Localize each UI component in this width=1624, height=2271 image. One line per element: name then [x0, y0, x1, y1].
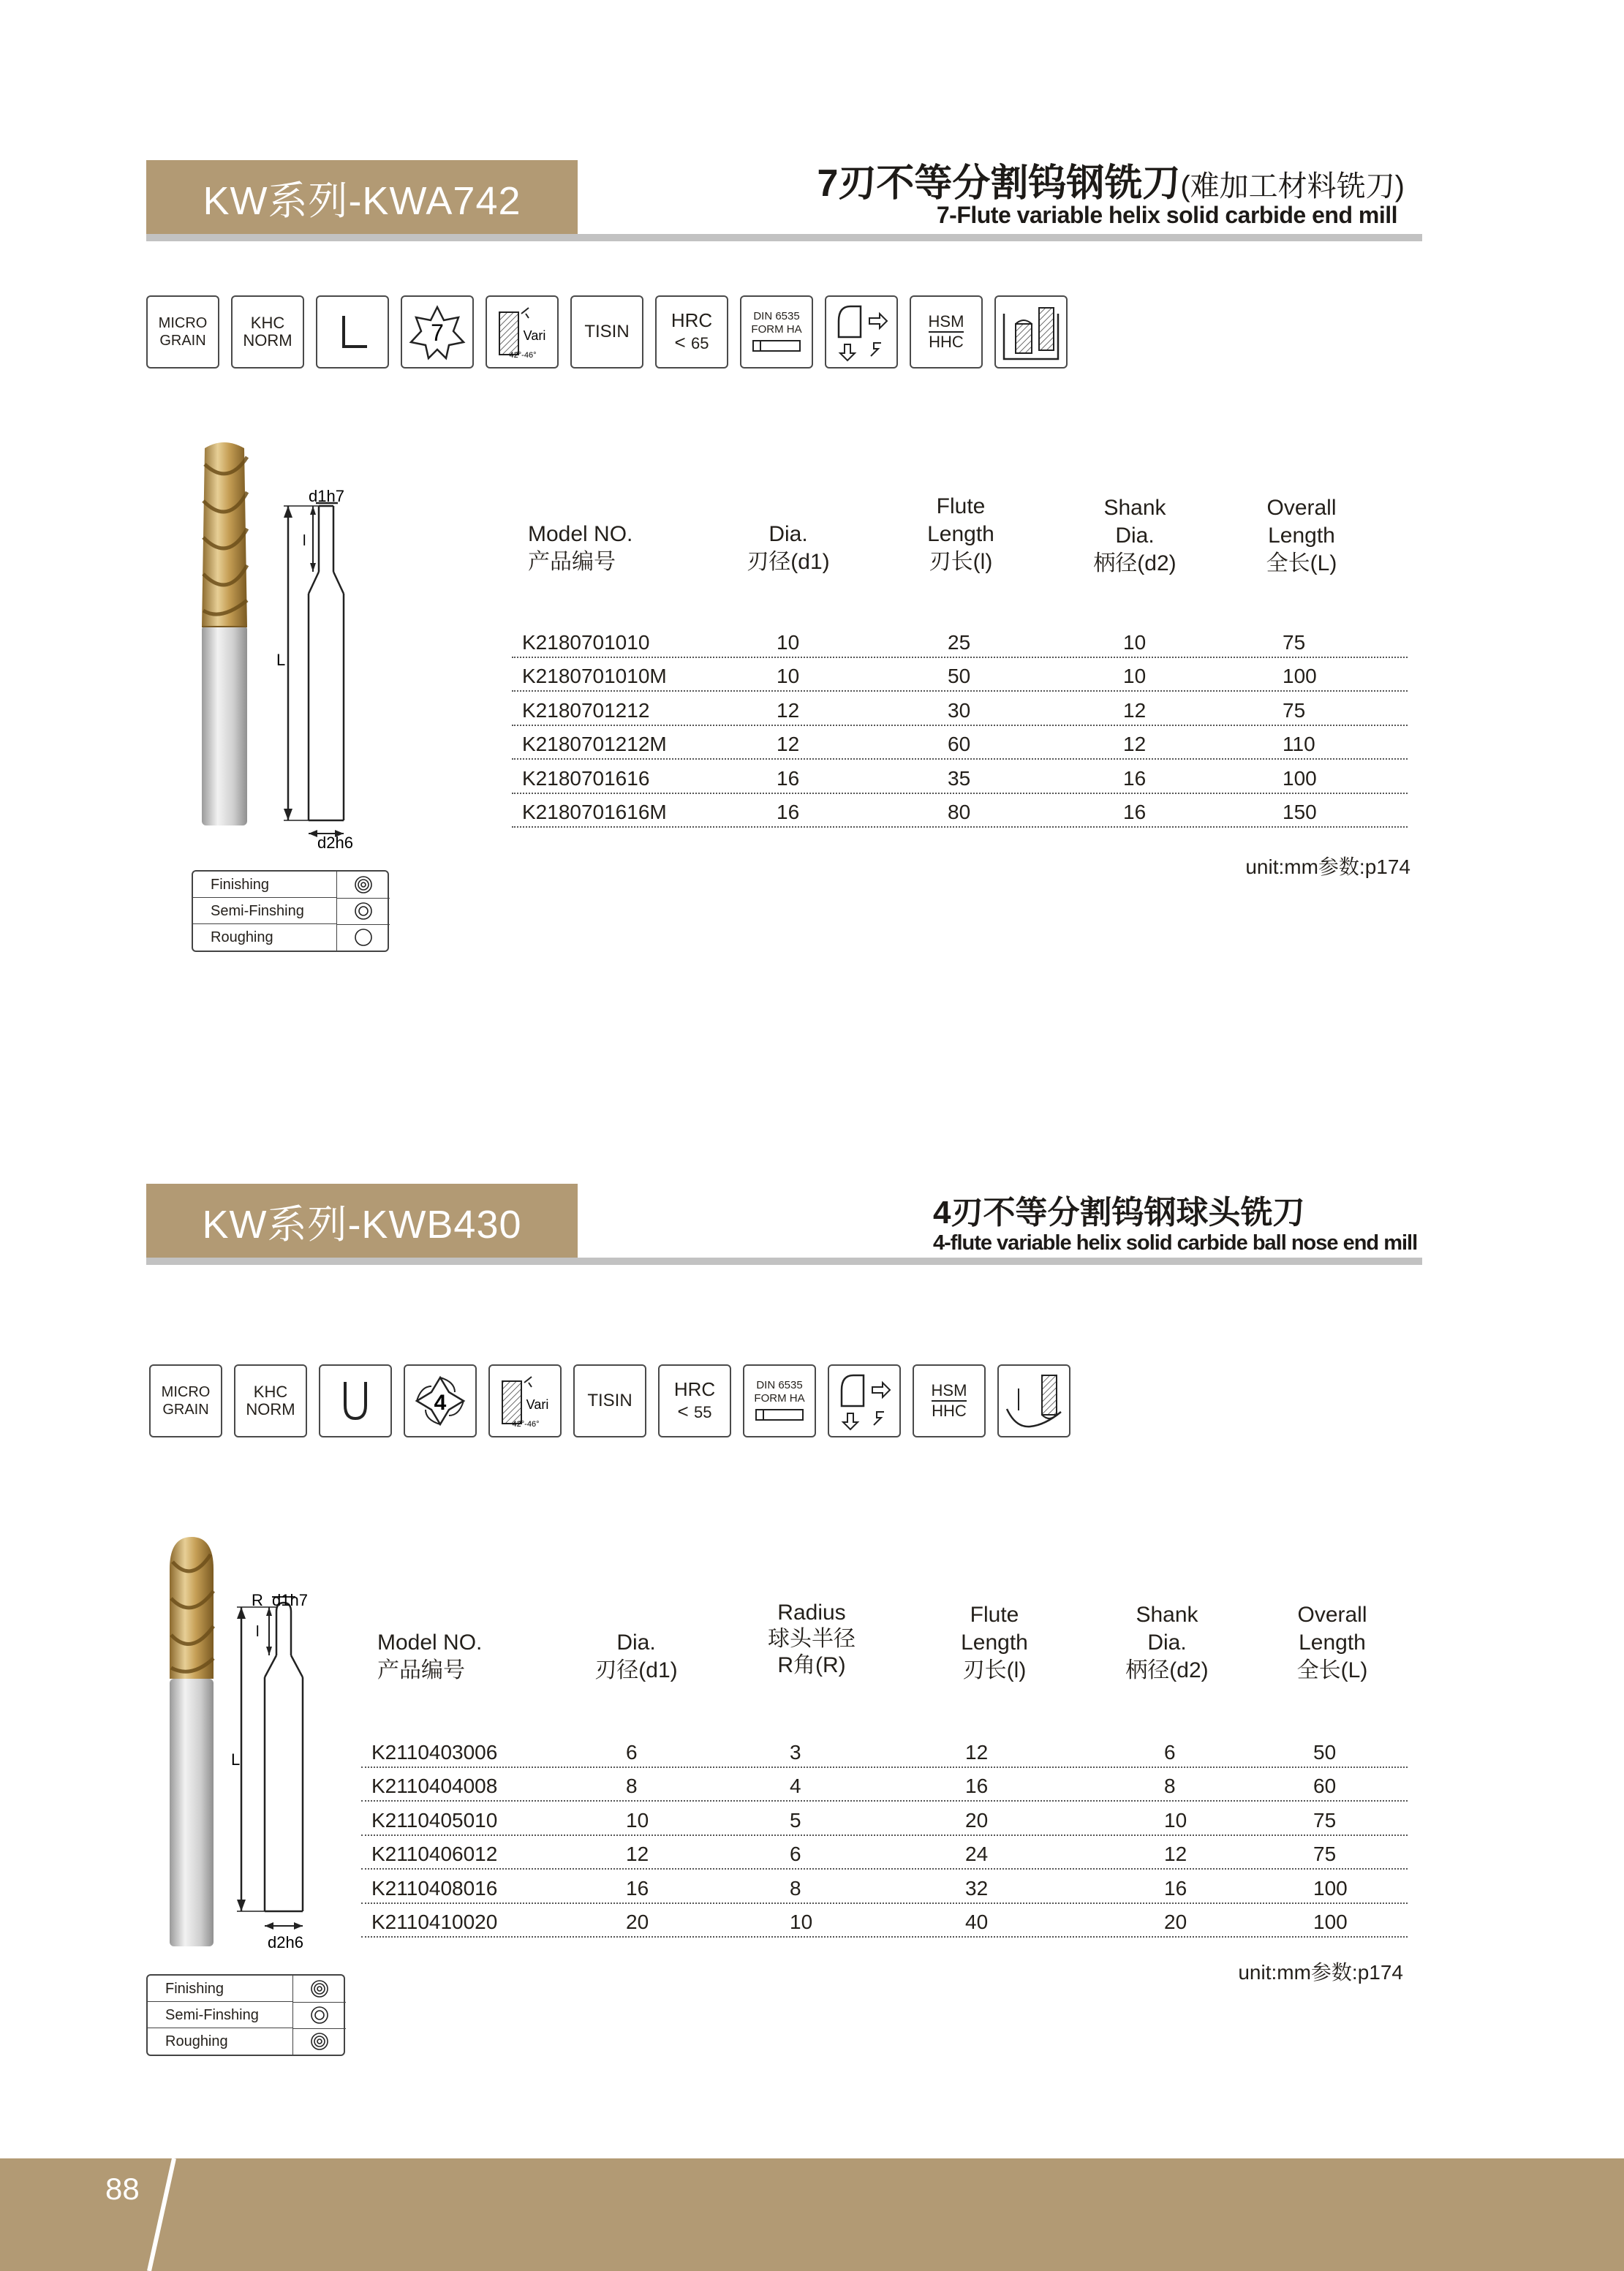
- table-cell: 150: [1283, 801, 1317, 823]
- vari-angle: 42°-46°: [509, 351, 537, 360]
- d2-label: d2h6: [268, 1933, 303, 1951]
- unit-note: unit:mm参数:p174: [1238, 1961, 1403, 1984]
- micro-grain-icon: [149, 1364, 222, 1437]
- tisin-coating-icon: [570, 295, 643, 369]
- table-cell: 16: [1123, 766, 1147, 790]
- icon-text: HSM: [932, 1381, 967, 1402]
- row-divider: [361, 1868, 1408, 1870]
- table-cell: 12: [965, 1741, 989, 1764]
- header-line: Flute: [970, 1603, 1019, 1627]
- col-header-flute-length: [910, 493, 1012, 576]
- icon-text: NORM: [246, 1400, 295, 1418]
- header-line: 刃长(l): [929, 550, 993, 574]
- header-line: Length: [927, 522, 994, 546]
- hsm-hhc-icon: [913, 1364, 986, 1437]
- table-cell: 16: [1123, 801, 1147, 823]
- feature-icon-row: [149, 1364, 1078, 1439]
- d2-label: d2h6: [317, 834, 353, 850]
- table-cell: 12: [777, 698, 800, 722]
- table-cell: 24: [965, 1843, 989, 1866]
- page-number: 88: [105, 2172, 140, 2206]
- icon-text: GRAIN: [162, 1402, 209, 1418]
- l-label: l: [303, 533, 306, 549]
- model-number-cell: K2110404008: [371, 1775, 498, 1798]
- header-line: Model NO.: [377, 1630, 483, 1655]
- table-cell: 10: [1164, 1808, 1187, 1832]
- header-line: 球头半径: [768, 1627, 856, 1651]
- table-cell: 12: [1123, 733, 1147, 756]
- col-header-model: [528, 521, 632, 576]
- table-cell: 50: [1313, 1741, 1337, 1764]
- col-header-shank-dia: [1116, 1601, 1218, 1685]
- header-line: 刃径(d1): [594, 1658, 678, 1682]
- header-line: 柄径(d2): [1093, 551, 1177, 575]
- col-header-overall-length: [1250, 494, 1353, 578]
- model-number-cell: K2110408016: [371, 1876, 498, 1900]
- table-cell: 30: [948, 698, 971, 722]
- header-line: Dia.: [616, 1630, 656, 1655]
- feature-icon-row: [146, 295, 1068, 370]
- product-title-en: 4-flute variable helix solid carbide ball nose end mill: [933, 1231, 1418, 1255]
- cutting-direction-icon: [825, 295, 898, 369]
- col-header-flute-length: [943, 1601, 1046, 1685]
- table-cell: 12: [626, 1843, 649, 1866]
- model-number-cell: K2180701010: [522, 631, 650, 654]
- table-cell: 60: [1313, 1775, 1337, 1798]
- table-cell: 80: [948, 801, 971, 823]
- icon-text: HSM: [929, 312, 964, 333]
- section-rule: [146, 234, 1422, 241]
- row-divider: [512, 793, 1408, 794]
- col-header-dia: [737, 521, 839, 576]
- icon-text: FORM HA: [754, 1392, 805, 1405]
- table-cell: 3: [790, 1741, 801, 1764]
- legend-row-finishing: Finishing: [148, 1976, 292, 2002]
- title-cn-text: 7刃不等分割钨钢铣刀: [817, 162, 1181, 205]
- table-cell: 8: [626, 1775, 638, 1798]
- table-cell: 10: [626, 1808, 649, 1832]
- header-line: Dia.: [1115, 524, 1155, 548]
- cutting-direction-icon: [828, 1364, 901, 1437]
- section-rule: [146, 1258, 1422, 1265]
- header-line: Length: [1268, 524, 1335, 548]
- header-line: 产品编号: [377, 1658, 465, 1682]
- col-header-overall-length: [1281, 1601, 1383, 1685]
- table-cell: 10: [1123, 665, 1147, 688]
- ball-nose-mill-image: [162, 1533, 221, 1952]
- hsm-hhc-icon: [910, 295, 983, 369]
- L-label: L: [276, 651, 286, 669]
- end-mill-image: [192, 435, 256, 833]
- double-circle-icon: [292, 2002, 346, 2029]
- header-line: Length: [961, 1630, 1028, 1655]
- table-cell: 75: [1283, 631, 1306, 654]
- table-cell: 4: [790, 1775, 801, 1798]
- table-cell: 12: [1164, 1843, 1187, 1866]
- table-cell: 6: [1164, 1741, 1176, 1764]
- legend-row-finishing: Finishing: [193, 872, 336, 898]
- triple-circle-icon: [336, 872, 390, 899]
- icon-text: MICRO: [161, 1384, 211, 1400]
- table-cell: 10: [777, 631, 800, 654]
- series-banner: [146, 1184, 578, 1258]
- table-cell: 35: [948, 766, 971, 790]
- title-cn-note: (难加工材料铣刀): [1180, 170, 1405, 203]
- row-divider: [361, 1800, 1408, 1802]
- row-divider: [361, 1902, 1408, 1904]
- ball-nose-profile-icon: [319, 1364, 392, 1437]
- header-line: Dia.: [768, 522, 808, 546]
- legend-row-semi-finishing: Semi-Finshing: [193, 898, 336, 924]
- variable-helix-icon: [486, 295, 559, 369]
- vari-angle: 42°-46°: [512, 1420, 540, 1429]
- header-line: Flute: [936, 494, 986, 518]
- end-mill-drawing: [262, 484, 386, 850]
- hrc-limit: < 55: [677, 1400, 712, 1422]
- col-header-dia: [585, 1629, 687, 1685]
- table-cell: 16: [965, 1775, 989, 1798]
- table-cell: 50: [948, 665, 971, 688]
- table-cell: 16: [777, 766, 800, 790]
- l-label: l: [256, 1624, 260, 1640]
- hrc-limit: < 65: [674, 331, 709, 353]
- header-line: Model NO.: [528, 522, 633, 546]
- table-cell: 100: [1313, 1911, 1348, 1933]
- model-number-cell: K2180701212: [522, 698, 650, 722]
- table-cell: 20: [626, 1911, 649, 1933]
- model-number-cell: K2110405010: [371, 1808, 498, 1832]
- flute-count-icon: [404, 1364, 477, 1437]
- row-divider: [361, 1936, 1408, 1938]
- series-banner-text: KW系列-KWA742: [203, 178, 521, 223]
- model-number-cell: K2180701616: [522, 766, 650, 790]
- row-divider: [512, 758, 1408, 760]
- slotting-application-icon: [994, 295, 1068, 369]
- machining-legend: [146, 1974, 345, 2056]
- d1-label: d1h7: [309, 487, 344, 505]
- R-label: R: [252, 1591, 263, 1609]
- square-end-profile-icon: [316, 295, 389, 369]
- table-cell: 10: [777, 665, 800, 688]
- header-line: Overall: [1266, 496, 1337, 520]
- icon-text: DIN 6535: [756, 1379, 803, 1391]
- flute-count-value: 7: [431, 320, 444, 346]
- model-number-cell: K2110406012: [371, 1843, 498, 1866]
- header-line: 产品编号: [528, 550, 616, 574]
- table-cell: 110: [1283, 733, 1315, 756]
- model-number-cell: K2180701616M: [522, 801, 667, 823]
- din-6535-icon: [740, 295, 813, 369]
- micro-grain-icon: [146, 295, 219, 369]
- table-cell: 5: [790, 1808, 801, 1832]
- icon-text: HHC: [932, 1402, 967, 1420]
- table-cell: 10: [1123, 631, 1147, 654]
- L-label: L: [231, 1750, 241, 1769]
- table-cell: 8: [1164, 1775, 1176, 1798]
- table-cell: 32: [965, 1876, 989, 1900]
- table-cell: 20: [965, 1808, 989, 1832]
- row-divider: [512, 690, 1408, 692]
- header-line: 柄径(d2): [1125, 1658, 1209, 1682]
- icon-text: TISIN: [584, 322, 630, 341]
- hrc-value: 65: [690, 334, 709, 352]
- table-cell: 6: [626, 1741, 638, 1764]
- hrc-value: 55: [693, 1403, 712, 1421]
- header-line: R角(R): [777, 1653, 846, 1677]
- row-divider: [512, 725, 1408, 726]
- series-banner-text: KW系列-KWB430: [202, 1202, 522, 1247]
- single-circle-icon: [336, 924, 390, 951]
- col-header-model: [377, 1629, 482, 1685]
- table-cell: 100: [1313, 1876, 1348, 1900]
- hrc-icon: [655, 295, 728, 369]
- icon-text: MICRO: [158, 315, 208, 331]
- triple-circle-icon: [292, 2028, 346, 2055]
- table-cell: 100: [1283, 665, 1317, 688]
- icon-text: DIN 6535: [753, 310, 800, 322]
- double-circle-icon: [336, 898, 390, 925]
- hrc-icon: [658, 1364, 731, 1437]
- table-cell: 16: [777, 801, 800, 823]
- series-banner: [146, 160, 578, 235]
- header-line: Length: [1299, 1630, 1366, 1655]
- product-title-en: 7-Flute variable helix solid carbide end mill: [936, 202, 1397, 228]
- header-line: Overall: [1297, 1603, 1367, 1627]
- icon-text: HRC: [673, 1378, 716, 1400]
- machining-legend: [192, 870, 389, 952]
- table-cell: 60: [948, 733, 971, 756]
- flute-count-value: 4: [434, 1391, 447, 1415]
- product-title-cn: 4刃不等分割钨钢球头铣刀: [933, 1195, 1305, 1231]
- table-cell: 100: [1283, 766, 1317, 790]
- vari-label: Vari: [523, 328, 546, 343]
- d1-label: d1h7: [272, 1591, 308, 1609]
- icon-text: FORM HA: [751, 323, 802, 336]
- header-line: 刃长(l): [962, 1658, 1027, 1682]
- table-cell: 12: [777, 733, 800, 756]
- variable-helix-icon: [488, 1364, 562, 1437]
- table-cell: 16: [626, 1876, 649, 1900]
- unit-note: unit:mm参数:p174: [1245, 855, 1410, 878]
- table-cell: 75: [1283, 698, 1306, 722]
- header-line: 全长(L): [1296, 1658, 1368, 1682]
- table-cell: 8: [790, 1876, 801, 1900]
- tisin-coating-icon: [573, 1364, 646, 1437]
- table-cell: 75: [1313, 1843, 1337, 1866]
- table-cell: 20: [1164, 1911, 1187, 1933]
- col-header-shank-dia: [1084, 494, 1186, 578]
- model-number-cell: K2110403006: [371, 1741, 498, 1764]
- khc-norm-icon: [234, 1364, 307, 1437]
- icon-text: GRAIN: [159, 333, 206, 349]
- triple-circle-icon: [292, 1976, 346, 2003]
- legend-row-semi-finishing: Semi-Finshing: [148, 2002, 292, 2028]
- table-cell: 6: [790, 1843, 801, 1866]
- table-cell: 75: [1313, 1808, 1337, 1832]
- table-cell: 12: [1123, 698, 1147, 722]
- table-cell: 40: [965, 1911, 989, 1933]
- vari-label: Vari: [526, 1397, 549, 1412]
- row-divider: [361, 1766, 1408, 1768]
- legend-row-roughing: Roughing: [165, 2033, 228, 2049]
- icon-text: NORM: [243, 331, 292, 349]
- col-header-radius: [760, 1600, 863, 1679]
- khc-norm-icon: [231, 295, 304, 369]
- model-number-cell: K2180701010M: [522, 665, 667, 688]
- header-line: Radius: [777, 1601, 846, 1625]
- model-number-cell: K2110410020: [371, 1911, 498, 1933]
- model-number-cell: K2180701212M: [522, 733, 667, 756]
- header-line: 刃径(d1): [747, 550, 830, 574]
- legend-row-roughing: Roughing: [211, 929, 273, 945]
- page-footer-bar: [0, 2158, 1624, 2271]
- icon-text: HRC: [671, 309, 713, 331]
- header-line: Shank: [1103, 496, 1166, 520]
- header-line: Shank: [1136, 1603, 1198, 1627]
- icon-text: KHC: [250, 314, 285, 332]
- icon-text: TISIN: [587, 1391, 632, 1410]
- table-cell: 10: [790, 1911, 813, 1933]
- flute-count-icon: [401, 295, 474, 369]
- icon-text: KHC: [253, 1383, 288, 1401]
- header-line: Dia.: [1147, 1630, 1187, 1655]
- ball-nose-drawing: [219, 1590, 336, 1960]
- icon-text: HHC: [929, 333, 964, 351]
- row-divider: [361, 1834, 1408, 1836]
- footer-slash: [143, 2158, 180, 2271]
- row-divider: [512, 657, 1408, 658]
- din-6535-icon: [743, 1364, 816, 1437]
- row-divider: [512, 826, 1408, 828]
- product-title-cn: [817, 152, 1405, 207]
- profiling-application-icon: [997, 1364, 1070, 1437]
- table-cell: 25: [948, 631, 971, 654]
- table-cell: 16: [1164, 1876, 1187, 1900]
- header-line: 全长(L): [1266, 551, 1337, 575]
